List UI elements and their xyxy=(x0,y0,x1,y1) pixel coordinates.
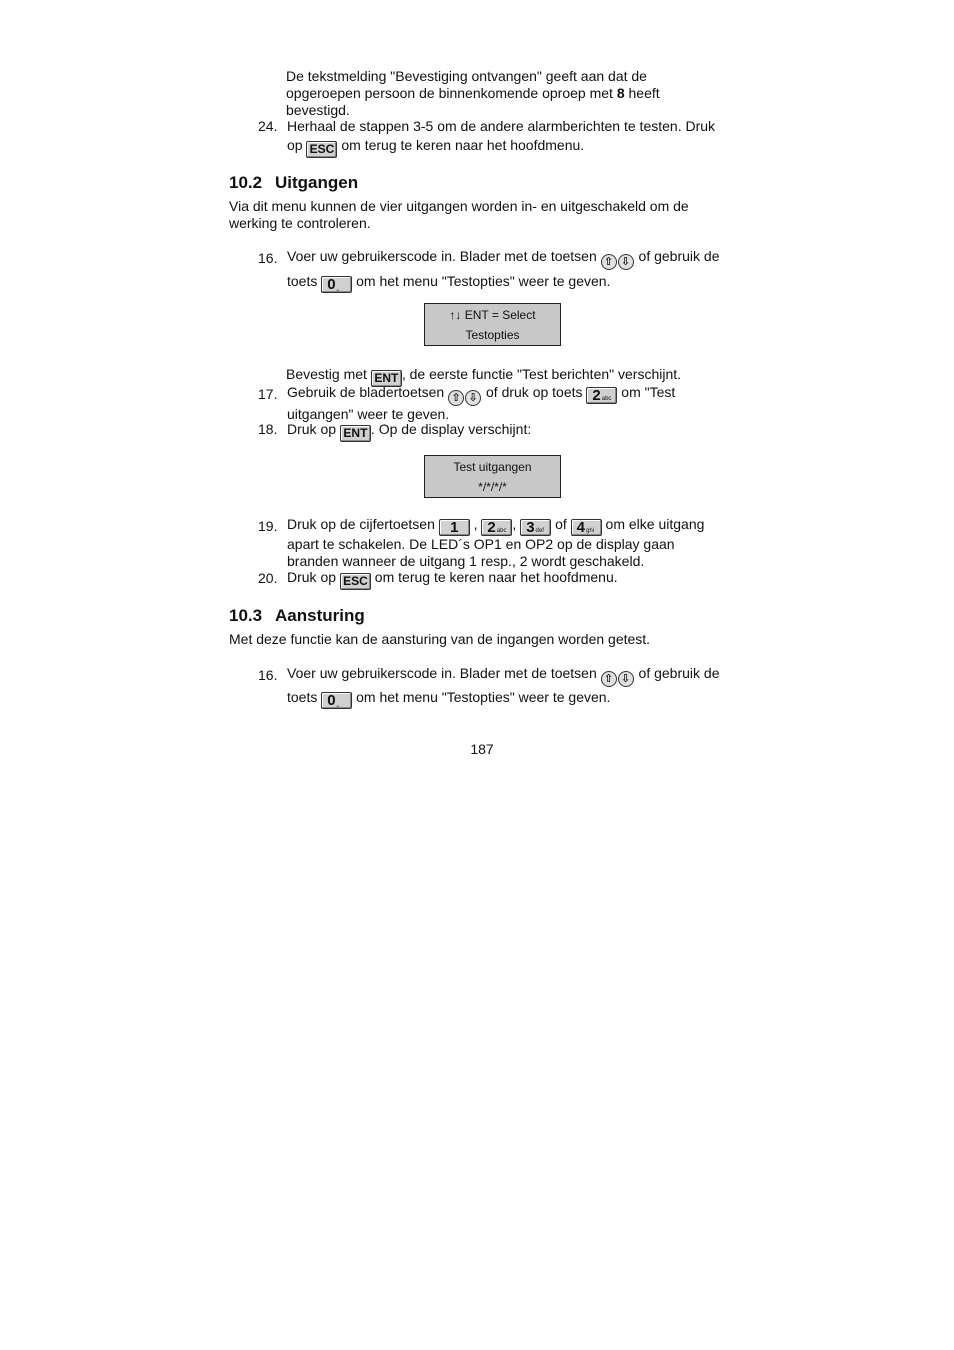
ent-key-icon: ENT xyxy=(340,425,371,442)
step-16b-number: 16. xyxy=(258,667,278,683)
step-17: Gebruik de bladertoetsen ⇧ ⇩ of druk op toets 2abc om "Test uitgangen" weer te geven. xyxy=(287,384,676,422)
arrow-down-icon: ⇩ xyxy=(465,390,481,406)
ent-key-icon: ENT xyxy=(371,370,402,387)
step-17-number: 17. xyxy=(258,386,278,402)
section-10-3-description: Met deze functie kan de aansturing van de ingangen worden getest. xyxy=(229,631,651,647)
section-heading-10-3: 10.3 Aansturing xyxy=(229,606,365,625)
step-16a-number: 16. xyxy=(258,250,278,266)
esc-key-icon: ESC xyxy=(306,141,337,158)
key-0-icon: 0⎵ xyxy=(321,692,352,709)
key-1-icon: 1 xyxy=(439,519,470,536)
section-10-2-description: Via dit menu kunnen de vier uitgangen worden in- en uitgeschakeld om de werking te controleren. xyxy=(229,198,689,231)
key-0-icon: 0⎵ xyxy=(321,276,352,293)
section-heading-10-2: 10.2 Uitgangen xyxy=(229,173,359,192)
esc-key-icon: ESC xyxy=(340,573,371,590)
lcd-display-testopties: ↑↓ ENT = Select Testopties xyxy=(424,303,561,346)
arrow-up-icon: ⇧ xyxy=(601,671,617,687)
intro-paragraph: De tekstmelding "Bevestiging ontvangen" geeft aan dat de opgeroepen persoon de binnenkomende oproep met 8 heeft bevestigd. xyxy=(286,68,660,118)
step-20-number: 20. xyxy=(258,570,278,586)
step-18: Druk op ENT . Op de display verschijnt: xyxy=(287,421,532,440)
arrow-up-icon: ⇧ xyxy=(601,254,617,270)
arrow-up-icon: ⇧ xyxy=(448,390,464,406)
page-number: 187 xyxy=(470,741,494,757)
confirm-line: Bevestig met ENT , de eerste functie "Test berichten" verschijnt. xyxy=(286,366,682,385)
step-16a: Voer uw gebruikerscode in. Blader met de toetsen ⇧ ⇩ of gebruik de toets 0⎵ om het menu "Testopties" weer te geven. xyxy=(287,248,720,293)
arrow-down-icon: ⇩ xyxy=(618,671,634,687)
step-20: Druk op ESC om terug te keren naar het hoofdmenu. xyxy=(287,569,618,588)
key-3-icon: 3def xyxy=(520,519,551,536)
key-2-icon: 2abc xyxy=(586,387,617,404)
step-24-number: 24. xyxy=(258,118,278,134)
key-2-icon: 2abc xyxy=(481,519,512,536)
lcd-display-test-uitgangen: Test uitgangen */*/*/* xyxy=(424,455,561,498)
arrow-down-icon: ⇩ xyxy=(618,254,634,270)
arrow-keys xyxy=(601,252,635,270)
step-18-number: 18. xyxy=(258,421,278,437)
step-24: Herhaal de stappen 3-5 om de andere alarmberichten te testen. Druk op ESC om terug te keren naar het hoofdmenu. xyxy=(287,118,716,156)
step-16b: Voer uw gebruikerscode in. Blader met de toetsen ⇧ ⇩ of gebruik de toets 0⎵ om het menu "Testopties" weer te geven. xyxy=(287,665,720,709)
key-4-icon: 4ghi xyxy=(571,519,602,536)
step-19: Druk op de cijfertoetsen 1 , 2abc , 3def of 4ghi om elke uitgang apart te schakelen. De LED´s OP1 en OP2 op de display gaan branden wanneer de uitgang 1 resp., 2 wordt geschakeld. xyxy=(287,516,705,569)
step-19-number: 19. xyxy=(258,518,278,534)
